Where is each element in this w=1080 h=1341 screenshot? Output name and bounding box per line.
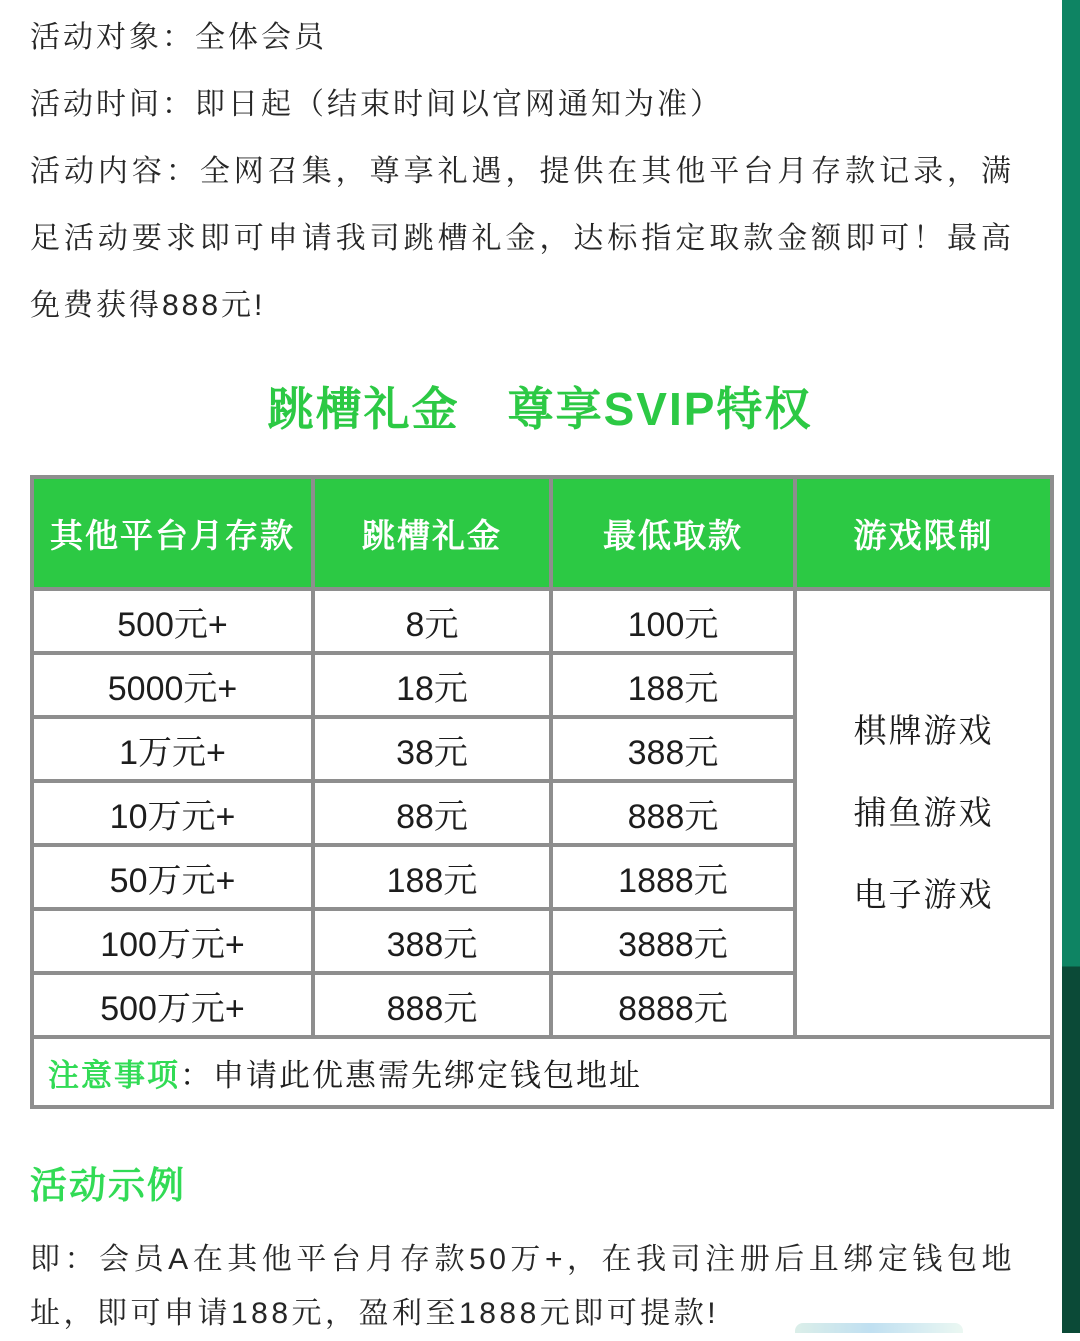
page-title: 跳槽礼金 尊享SVIP特权 [267, 383, 813, 435]
header-bonus: 跳槽礼金 [313, 477, 551, 589]
partial-hidden-image [795, 1323, 963, 1333]
note-label: 注意事项 [48, 1057, 180, 1093]
table-cell: 188元 [551, 653, 795, 717]
header-game-limit: 游戏限制 [795, 477, 1052, 589]
game-restriction-item: 捕鱼游戏 [853, 794, 994, 831]
intro-section [30, 4, 1068, 339]
note-text: ：申请此优惠需先绑定钱包地址 [180, 1057, 642, 1093]
table-cell: 100元 [551, 589, 795, 653]
promo-table [30, 475, 1054, 1109]
right-edge-strip [1062, 0, 1080, 1333]
table-cell: 500万元+ [32, 973, 313, 1037]
table-cell: 888元 [551, 781, 795, 845]
table-cell: 100万元+ [32, 909, 313, 973]
intro-time: 活动时间：即日起（结束时间以官网通知为准） [30, 88, 723, 121]
table-cell: 388元 [551, 717, 795, 781]
table-cell: 50万元+ [32, 845, 313, 909]
game-restrictions-cell [795, 589, 1052, 1037]
example-body: 即：会员A在其他平台月存款50万+，在我司注册后且绑定钱包地址，即可申请188元，盈利至1888元即可提款! [30, 1243, 1015, 1330]
example-heading: 活动示例 [30, 1165, 186, 1206]
table-cell: 1万元+ [32, 717, 313, 781]
game-restriction-item: 电子游戏 [853, 876, 994, 913]
table-row [32, 589, 1052, 653]
table-cell: 38元 [313, 717, 551, 781]
table-cell: 8元 [313, 589, 551, 653]
table-cell: 10万元+ [32, 781, 313, 845]
table-cell: 188元 [313, 845, 551, 909]
note-cell [32, 1037, 1052, 1107]
header-deposit: 其他平台月存款 [32, 477, 313, 589]
table-cell: 3888元 [551, 909, 795, 973]
table-cell: 8888元 [551, 973, 795, 1037]
table-header-row [32, 477, 1052, 589]
table-cell: 888元 [313, 973, 551, 1037]
table-cell: 1888元 [551, 845, 795, 909]
table-cell: 388元 [313, 909, 551, 973]
table-cell: 18元 [313, 653, 551, 717]
header-min-withdraw: 最低取款 [551, 477, 795, 589]
note-row [32, 1037, 1052, 1107]
table-cell: 5000元+ [32, 653, 313, 717]
table-cell: 500元+ [32, 589, 313, 653]
table-cell: 88元 [313, 781, 551, 845]
intro-content: 活动内容：全网召集，尊享礼遇，提供在其他平台月存款记录，满足活动要求即可申请我司跳槽礼金，达标指定取款金额即可！最高免费获得888元! [30, 155, 1014, 322]
intro-target: 活动对象：全体会员 [30, 21, 327, 54]
game-restriction-item: 棋牌游戏 [853, 712, 994, 749]
